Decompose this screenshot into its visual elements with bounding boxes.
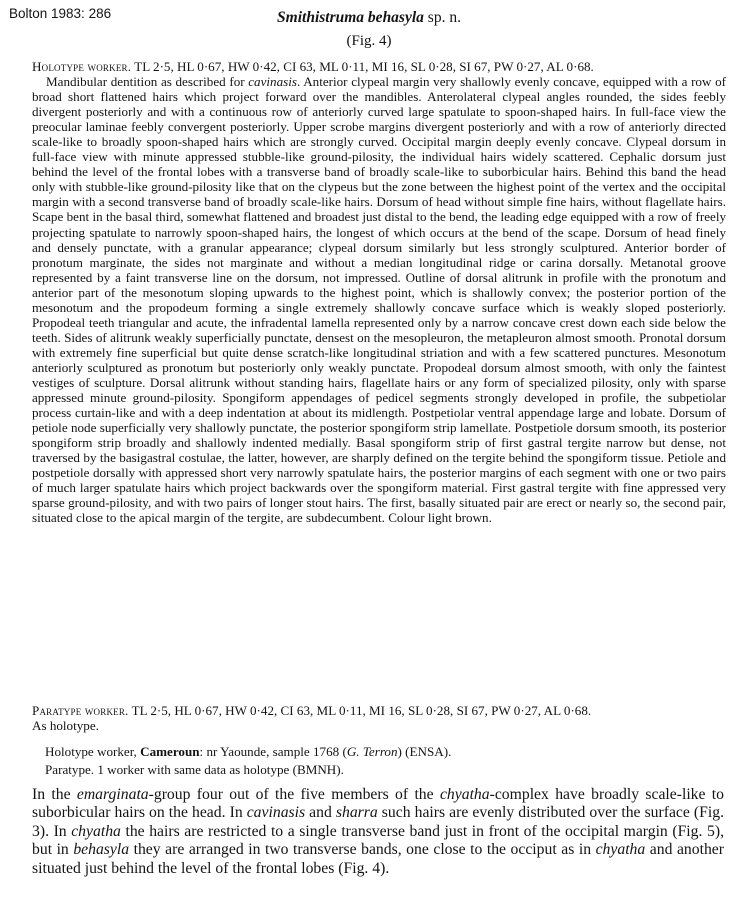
- paratype-measurements-line: [32, 703, 726, 718]
- discussion-text: the hairs are restricted to a single transverse band just in front of the occipital margin (Fig. 5), but in: [32, 822, 724, 859]
- material-country: Cameroun: [140, 744, 200, 759]
- description-text: Mandibular dentition as described for: [46, 74, 249, 90]
- discussion-complex-name: chyatha: [439, 786, 490, 803]
- discussion-text: -complex have broadly scale-like to suborbicular hairs on the head. In: [32, 786, 725, 822]
- discussion-species-name: chyatha: [71, 822, 121, 840]
- discussion-text: and: [305, 804, 336, 822]
- discussion-paragraph: [32, 786, 724, 878]
- species-name: Smithistruma behasyla: [277, 9, 424, 26]
- discussion-section: [32, 786, 724, 878]
- holotype-material-line: [45, 743, 451, 761]
- material-examined: [45, 743, 451, 778]
- discussion-text: and another situated just behind the level of the frontal lobes (Fig. 4).: [32, 841, 724, 877]
- species-title: [0, 9, 738, 27]
- species-suffix: sp. n.: [423, 9, 461, 26]
- discussion-text: In the: [32, 786, 77, 803]
- figure-reference: (Fig. 4): [346, 33, 392, 49]
- description-text-main: . Anterior clypeal margin very shallowly evenly concave, equipped with a row of broad short flattened hairs which project forward over the mandibles. Anterolateral clypeal angles rounded, the sides feebly divergent posteriorly and with a continuous row of anteriorly curved large spatulate to spoon-shaped hairs. In full-face view the preocular laminae feebly convergent posteriorly. Upper scrobe margins divergent posteriorly and with a row of anteriorly directed scale-like to broadly spoon-shaped hairs which are strongly curved. Occipital margin deeply evenly concave. Clypeal dorsum in full-face view with minute appressed stubble-like ground-pilosity, the individual hairs widely scattered. Cephalic dorsum just behind the level of the frontal lobes with a transverse band of broadly scale-like to suborbicular hairs. Behind this band the head only with stubble-like ground-pilosity like that on the clypeus but the zone between the highest point of the vertex and the occipital margin with a second transverse band of broadly scale-like hairs. Dorsum of head without simple fine hairs, without flagellate hairs. Scape bent in the basal third, somewhat flattened and broadest just distal to the bend, the leading edge equipped with a row of freely projecting spatulate to narrowly spoon-shaped hairs, the longest of which occurs at the bend of the scape. Dorsum of head finely and densely punctate, with a granular appearance; clypeal dorsum similarly but less strongly sculptured. Anterior border of pronotum marginate, the sides not marginate and without a median longitudinal ridge or carina dorsally. Metanotal groove represented by a faint transverse line on the dorsum, not impressed. Outline of dorsal alitrunk in profile with the pronotum and anterior part of the mesonotum sloping upwards to the highest point, which is shallowly convex; the posterior portion of the mesonotum and the propodeum forming a single extremely shallowly concave surface which is weakly sloped posteriorly. Propodeal teeth triangular and acute, the infradental lamella represented only by a narrow concave crest down each side below the teeth. Sides of alitrunk weakly superficially punctate, densest on the mesopleuron, the metapleuron almost smooth. Pronotal dorsum with extremely fine superficial but quite dense scratch-like longitudinal striation and with a few scattered punctures. Mesonotum anteriorly sculptured as pronotum but posteriorly only weakly punctate. Propodeal dorsum almost smooth, with only the faintest vestiges of sculpture. Dorsal alitrunk without standing hairs, flagellate hairs or any form of specialized pilosity, only with sparse appressed minute ground-pilosity. Spongiform appendages of pedicel segments strongly developed in profile, the subpetiolar process curtain-like and with a deep indentation at about its midlength. Postpetiolar ventral appendage large and lobate. Dorsum of petiole node superficially very shallowly punctate, the posterior spongiform strip lamellate. Postpetiole dorsum smooth, its posterior spongiform strip broadly and shallowly indented medially. Basal spongiform strip of first gastral tergite narrow but dense, not traversed by the basigastral costulae, the latter, however, are sharply defined on the tergite behind the spongiform tissue. Petiole and postpetiole dorsally with appressed short very narrowly spatulate hairs, the posterior margins of each segment with one or two pairs of much larger spatulate hairs which project backwards over the spongiform material. First gastral tergite with fine appressed very sparse ground-pilosity, and with two pairs of longer stout hairs. The first, basally situated pair are erect or nearly so, the second pair, situated close to the apical margin of the tergite, are subdecumbent. Colour light brown.: [32, 74, 726, 526]
- discussion-text: they are arranged in two transverse bands, one close to the occiput as in: [129, 841, 596, 859]
- description-species-ref: cavinasis: [248, 74, 297, 90]
- holotype-label: Holotype worker.: [32, 59, 132, 74]
- material-depository: ) (ENSA).: [397, 744, 452, 759]
- discussion-species-name: behasyla: [73, 841, 130, 859]
- material-collector: G. Terron: [346, 744, 398, 759]
- paratype-material-line: Paratype. 1 worker with same data as holotype (BMNH).: [45, 761, 344, 777]
- paratype-label: Paratype worker.: [32, 703, 129, 718]
- material-locality: : nr Yaounde, sample 1768 (: [199, 744, 347, 759]
- discussion-species-name: chyatha: [595, 841, 646, 859]
- paratype-note: As holotype.: [32, 718, 99, 734]
- discussion-group-name: emarginata: [76, 786, 149, 803]
- discussion-text: -group four out of the five members of the: [148, 786, 440, 803]
- paratype-measurements: TL 2·5, HL 0·67, HW 0·42, CI 63, ML 0·11, MI 16, SL 0·28, SI 67, PW 0·27, AL 0·68.: [128, 703, 592, 718]
- discussion-species-name: cavinasis: [246, 804, 306, 822]
- discussion-species-name: sharra: [335, 804, 378, 822]
- paratype-section: [32, 703, 726, 733]
- holotype-measurements-line: [32, 59, 726, 74]
- material-text: Holotype worker,: [45, 744, 141, 759]
- holotype-section: [32, 59, 726, 525]
- discussion-text: such hairs are evenly distributed over the surface (Fig. 3). In: [32, 804, 724, 840]
- citation-header: Bolton 1983: 286: [9, 6, 112, 21]
- holotype-measurements: TL 2·5, HL 0·67, HW 0·42, CI 63, ML 0·11, MI 16, SL 0·28, SI 67, PW 0·27, AL 0·68.: [131, 59, 594, 74]
- holotype-description: [32, 74, 726, 525]
